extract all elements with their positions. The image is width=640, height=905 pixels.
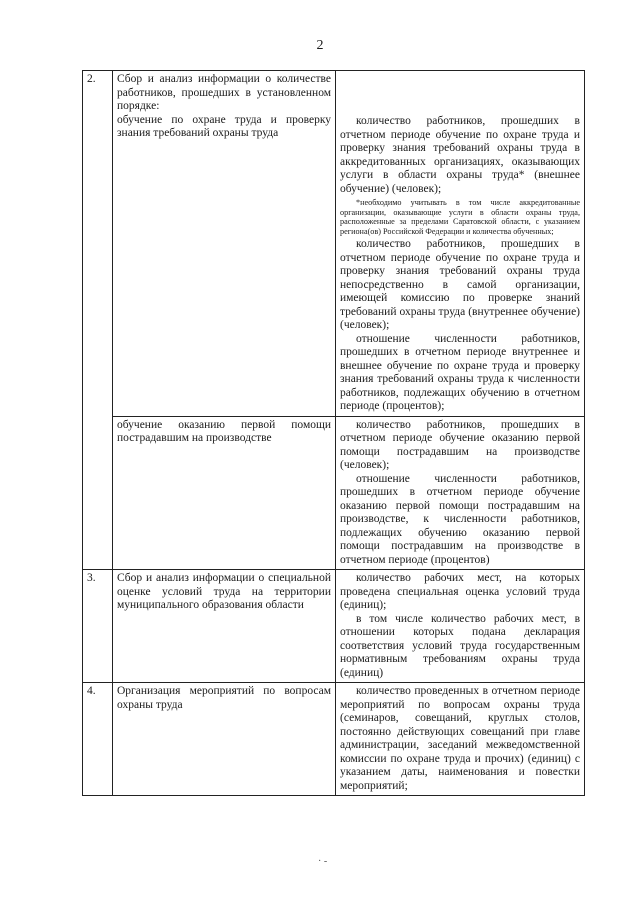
action-text: Сбор и анализ информации о специальной оценке условий труда на территории муниципального образования области — [117, 572, 331, 611]
indicator-text: количество работников, прошедших в отчетном периоде обучение по охране труда и проверку знания требований охраны труда в аккредитованных организациях, оказывающих услуги в области охраны труда* (внешнее обучение) (человек); — [340, 115, 580, 195]
indicator-text: отношение численности работников, прошедших в отчетном периоде обучение оказанию первой помощи пострадавшим на производстве, к численности работников, подлежащих обучению оказанию первой помощи пострадавшим на производстве в отчетном периоде (процентов) — [340, 472, 580, 566]
action-text: Сбор и анализ информации о количестве работников, прошедших в установленном порядке: — [117, 73, 331, 112]
row-number: 3. — [83, 570, 113, 683]
indicator-text: отношение численности работников, прошедших в отчетном периоде внутреннее и внешнее обучение по охране труда и проверку знания требований охраны труда к численности работников, подлежащих обучению в отчетном периоде (процентов); — [340, 332, 580, 412]
row-number: 4. — [83, 683, 113, 796]
action-subitem: обучение по охране труда и проверку знания требований охраны труда — [117, 113, 331, 139]
action-cell — [113, 683, 336, 796]
indicator-text: количество работников, прошедших в отчетном периоде обучение по охране труда и проверку знания требований охраны труда непосредственно в самой организации, имеющей комиссию по проверке знаний требований охраны труда (внутреннее обучение) (человек); — [340, 238, 580, 331]
scan-mark: · - — [318, 856, 328, 867]
table-row — [83, 683, 585, 796]
action-cell — [113, 570, 336, 683]
action-cell — [113, 71, 336, 417]
page-number: 2 — [316, 38, 324, 53]
action-subitem: обучение оказанию первой помощи пострадавшим на производстве — [117, 418, 331, 444]
indicator-text: в том числе количество рабочих мест, в отношении которых подана декларация соответствия условий труда государственным нормативным требованиям охраны труда (единиц) — [340, 612, 580, 679]
indicator-text: количество работников, прошедших в отчетном периоде обучение оказанию первой помощи пострадавшим на производстве (человек); — [340, 418, 580, 471]
indicators-table — [82, 70, 585, 796]
action-text: Организация мероприятий по вопросам охраны труда — [117, 685, 331, 711]
action-cell — [113, 416, 336, 570]
indicator-text: количество рабочих мест, на которых проведена специальная оценка условий труда (единиц); — [340, 572, 580, 611]
table-row — [83, 71, 585, 417]
footnote-text: *необходимо учитывать в том числе аккредитованные организации, оказывающие услуги в области охраны труда, расположенные за пределами Саратовской области, с указанием региона(ов) Российской Федерации и количества обученных; — [340, 198, 580, 236]
table-row — [83, 570, 585, 683]
indicator-cell — [336, 570, 585, 683]
indicator-cell — [336, 683, 585, 796]
table-row — [83, 416, 585, 570]
indicator-cell — [336, 416, 585, 570]
indicator-text: количество проведенных в отчетном периоде мероприятий по вопросам охраны труда (семинаров, совещаний, круглых столов, постоянно действующих совещаний при главе администрации, заседаний межведомственной комиссии по охране труда и прочих) (единиц) с указанием даты, наименования и повестки мероприятий; — [340, 685, 580, 792]
row-number: 2. — [83, 71, 113, 570]
indicator-cell — [336, 71, 585, 417]
